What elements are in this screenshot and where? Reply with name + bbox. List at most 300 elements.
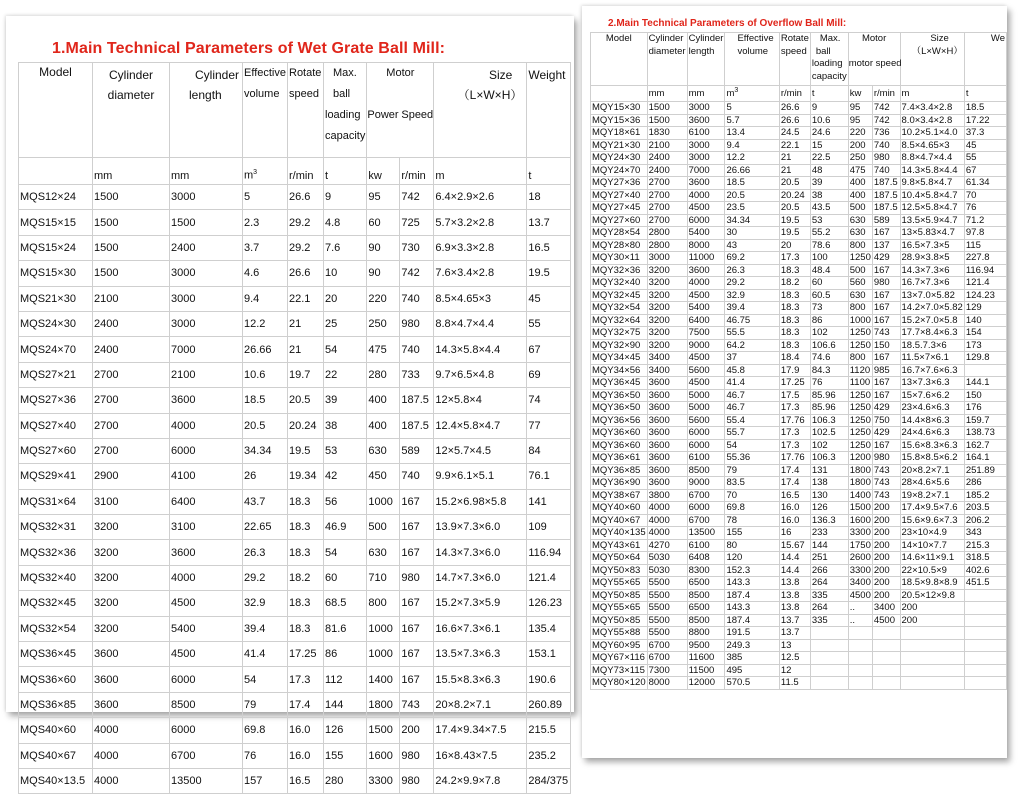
table-cell: 200 — [872, 552, 900, 565]
table-row — [591, 227, 1007, 240]
table-cell: 19.5 — [779, 227, 810, 240]
model-cell: MQS40×60 — [19, 718, 93, 743]
table-cell: 6500 — [687, 602, 725, 615]
table-cell: 8000 — [687, 239, 725, 252]
table-cell: 16×8.43×7.5 — [434, 743, 527, 768]
table-cell: 18.3 — [779, 302, 810, 315]
unit-cell — [19, 158, 93, 185]
table-cell: 740 — [400, 464, 434, 489]
table-cell: 200 — [872, 502, 900, 515]
table-cell — [848, 627, 872, 640]
table-cell: 251 — [810, 552, 848, 565]
table-cell: 730 — [400, 235, 434, 260]
table-cell: 8500 — [687, 589, 725, 602]
overflow-parameters-table — [590, 32, 1007, 690]
table-cell: 280 — [324, 768, 367, 793]
table-cell: 95 — [848, 102, 872, 115]
table-cell — [964, 614, 1006, 627]
model-cell: MQS27×21 — [19, 362, 93, 387]
table-cell: 18.3 — [779, 264, 810, 277]
wet-grate-parameters-table — [18, 62, 571, 794]
table-cell: 800 — [848, 352, 872, 365]
table-cell: 429 — [872, 252, 900, 265]
table-cell: 60.5 — [810, 289, 848, 302]
table-cell: 9.8×5.8×4.7 — [900, 177, 964, 190]
table-cell: 23×4.6×6.3 — [900, 402, 964, 415]
table-cell: 18.5.7.3×6 — [900, 339, 964, 352]
unit-cell: kw — [848, 86, 872, 102]
table-cell: 1250 — [849, 252, 871, 263]
table-row — [591, 102, 1007, 115]
table-row — [19, 768, 571, 793]
table-cell: 21 — [779, 164, 810, 177]
table-cell: 15 — [810, 139, 848, 152]
table-cell: 167 — [872, 264, 900, 277]
table-row — [19, 540, 571, 565]
table-cell: 15.6×9.6×7.3 — [900, 514, 964, 527]
table-row — [591, 239, 1007, 252]
table-row — [19, 286, 571, 311]
table-cell: 589 — [872, 214, 900, 227]
table-cell: 60 — [324, 565, 367, 590]
table-cell: 985 — [872, 364, 900, 377]
table-cell: 90 — [367, 235, 400, 260]
table-cell: 3.7 — [243, 235, 288, 260]
table-row — [591, 677, 1007, 690]
table-cell: 3400 — [647, 352, 687, 365]
table-cell: 15.2×7.0×5.8 — [900, 314, 964, 327]
table-cell: 3600 — [647, 414, 687, 427]
model-cell: MQS32×54 — [19, 616, 93, 641]
table-row — [19, 515, 571, 540]
model-cell: MQY50×64 — [591, 552, 648, 565]
table-cell: 69.2 — [725, 252, 779, 265]
table-cell: 14.3×5.8×4.4 — [900, 164, 964, 177]
table-cell: 233 — [810, 527, 848, 540]
table-cell: 3600 — [647, 389, 687, 402]
table-cell: 55.36 — [725, 452, 779, 465]
table-cell: 106.6 — [810, 339, 848, 352]
table-cell: 67 — [527, 337, 571, 362]
table-cell — [872, 639, 900, 652]
header-size: Size （L×W×H） — [434, 63, 527, 158]
table-cell: 138 — [810, 477, 848, 490]
table-cell: 5000 — [687, 402, 725, 415]
table-cell: 17.4 — [779, 464, 810, 477]
table-cell: 2700 — [93, 438, 170, 463]
model-cell: MQY67×116 — [591, 652, 648, 665]
table-cell: 8.5×4.65×3 — [900, 139, 964, 152]
table-cell: 53 — [810, 214, 848, 227]
table-cell: 6.4×2.9×2.6 — [434, 185, 527, 210]
table-cell: 3600 — [647, 439, 687, 452]
table-cell: 55.5 — [725, 327, 779, 340]
model-cell: MQS24×70 — [19, 337, 93, 362]
table-cell: 167 — [400, 591, 434, 616]
table-cell: 6100 — [687, 452, 725, 465]
table-row — [19, 362, 571, 387]
table-cell: 6000 — [170, 667, 243, 692]
table-cell: 18.3 — [288, 540, 324, 565]
table-row — [591, 477, 1007, 490]
table-cell: 30 — [725, 227, 779, 240]
model-cell: MQY27×60 — [591, 214, 648, 227]
table-cell: 5.7 — [725, 114, 779, 127]
unit-cell: mm — [687, 86, 725, 102]
table-cell: 980 — [400, 565, 434, 590]
table-cell: 9500 — [687, 639, 725, 652]
table-cell: 76 — [810, 377, 848, 390]
table-cell: 3400 — [872, 602, 900, 615]
table-cell: 8.0×3.4×2.8 — [900, 114, 964, 127]
model-cell: MQY60×95 — [591, 639, 648, 652]
table-cell: 6000 — [170, 438, 243, 463]
table-cell: 14.4×8×6.3 — [900, 414, 964, 427]
table-cell: 102 — [810, 439, 848, 452]
table-row — [591, 652, 1007, 665]
model-cell: MQY18×61 — [591, 127, 648, 140]
table-cell: 43.7 — [243, 489, 288, 514]
table-cell: 14.6×11×9.1 — [900, 552, 964, 565]
table-cell: 18.5×9.8×8.9 — [900, 577, 964, 590]
table-cell: 3000 — [170, 286, 243, 311]
table-cell: 1500 — [647, 114, 687, 127]
table-cell: 2400 — [647, 152, 687, 165]
model-cell: MQY38×67 — [591, 489, 648, 502]
unit-cell: r/min — [400, 158, 434, 185]
table1-title: 1.Main Technical Parameters of Wet Grate Ball Mill: — [52, 40, 446, 57]
table-cell: 191.5 — [725, 627, 779, 640]
header-model: Model — [591, 33, 648, 86]
table-row — [591, 339, 1007, 352]
table-row — [591, 314, 1007, 327]
table-cell: 9000 — [687, 477, 725, 490]
model-cell: MQY27×45 — [591, 202, 648, 215]
table-cell: 37 — [725, 352, 779, 365]
table-cell: 200 — [872, 514, 900, 527]
table-cell: 3200 — [93, 591, 170, 616]
table-cell: 48.4 — [810, 264, 848, 277]
table2-title: 2.Main Technical Parameters of Overflow Ball Mill: — [608, 18, 847, 29]
table-cell: 18.3 — [288, 515, 324, 540]
table-cell: 1250 — [849, 427, 871, 438]
overflow-ball-mill-panel — [582, 6, 1007, 758]
model-cell: MQY32×36 — [591, 264, 648, 277]
table-cell: 13500 — [170, 768, 243, 793]
table-cell: 3000 — [170, 311, 243, 336]
table-cell: 5400 — [687, 302, 725, 315]
table-cell: 16.5 — [779, 489, 810, 502]
unit-cell: $m^3$ — [725, 86, 779, 102]
table-cell: 2400 — [647, 164, 687, 177]
table-cell: 167 — [872, 227, 900, 240]
table-cell: 6408 — [687, 552, 725, 565]
unit-cell: m — [900, 86, 964, 102]
table-cell: 14.4 — [779, 564, 810, 577]
table-cell: 20 — [324, 286, 367, 311]
table-cell — [964, 364, 1006, 377]
wet-grate-ball-mill-panel — [6, 16, 574, 788]
table-cell: 3300 — [849, 564, 871, 576]
model-cell: MQS12×24 — [19, 185, 93, 210]
table-cell: 3300 — [849, 527, 871, 538]
table-cell: 17.3 — [779, 439, 810, 452]
model-cell: MQY32×54 — [591, 302, 648, 315]
table-cell: 42 — [324, 464, 367, 489]
table-cell: 12.2 — [243, 311, 288, 336]
table-cell: 1800 — [849, 477, 871, 488]
unit-cell: mm — [170, 158, 243, 185]
table-row — [19, 692, 571, 717]
table-row — [591, 189, 1007, 202]
table-cell: 5600 — [687, 414, 725, 427]
table-cell: 6700 — [687, 489, 725, 502]
table-cell: 41.4 — [243, 642, 288, 667]
table-cell: 28.9×3.8×5 — [900, 252, 964, 265]
table-cell: 1600 — [367, 743, 400, 768]
table-cell: 264 — [810, 602, 848, 615]
table-cell: 77 — [527, 413, 571, 438]
table-cell: 56 — [324, 489, 367, 514]
table-cell: 17.22 — [964, 114, 1006, 127]
table-cell: 69.8 — [725, 502, 779, 515]
table-cell: 54 — [324, 337, 367, 362]
table-cell: 5500 — [647, 589, 687, 602]
table-row — [591, 627, 1007, 640]
table-cell: 38 — [810, 189, 848, 202]
table-cell: 4500 — [687, 202, 725, 215]
table-cell: 22.5 — [810, 152, 848, 165]
table-cell: 18.5 — [243, 388, 288, 413]
model-cell: MQY50×85 — [591, 614, 648, 627]
table-cell: 8300 — [687, 564, 725, 577]
model-cell: MQS32×36 — [19, 540, 93, 565]
table-cell: 500 — [848, 202, 872, 215]
unit-cell: r/min — [872, 86, 900, 102]
table-cell: 124.23 — [964, 289, 1006, 302]
table-cell — [900, 664, 964, 677]
table-cell: 120 — [725, 552, 779, 565]
table-cell: 38 — [324, 413, 367, 438]
model-cell: MQS40×13.5 — [19, 768, 93, 793]
table-cell: 126 — [810, 502, 848, 515]
table-cell: 45.8 — [725, 364, 779, 377]
table-cell: 18.3 — [288, 591, 324, 616]
table-cell: 150 — [872, 339, 900, 352]
table-cell: 43.5 — [810, 202, 848, 215]
table-cell: 3300 — [367, 768, 400, 793]
table-cell: 20×8.2×7.1 — [434, 692, 527, 717]
table-cell: 22.65 — [243, 515, 288, 540]
table-cell: 24.2×9.9×7.8 — [434, 768, 527, 793]
model-cell: MQY55×65 — [591, 577, 648, 590]
model-cell: MQY34×56 — [591, 364, 648, 377]
table-cell: 4.8 — [324, 210, 367, 235]
model-cell: MQY36×90 — [591, 477, 648, 490]
table-cell: 153.1 — [527, 642, 571, 667]
table-cell: 3600 — [687, 264, 725, 277]
table-row — [591, 252, 1007, 265]
table-cell: 69 — [527, 362, 571, 387]
table-cell: 2100 — [647, 139, 687, 152]
table-cell: 5400 — [687, 227, 725, 240]
table-cell: 200 — [900, 614, 964, 627]
table-cell: 5400 — [170, 616, 243, 641]
table-cell: 74 — [527, 388, 571, 413]
table-cell: 200 — [872, 539, 900, 552]
table-cell: 5.7×3.2×2.8 — [434, 210, 527, 235]
table-cell: 2700 — [93, 388, 170, 413]
table-cell: 109 — [527, 515, 571, 540]
table1-body — [19, 185, 571, 794]
table-cell: 78 — [725, 514, 779, 527]
table-cell: 1800 — [367, 692, 400, 717]
table-cell: 80 — [725, 539, 779, 552]
table-cell: 17.25 — [288, 642, 324, 667]
table-cell: 19.34 — [288, 464, 324, 489]
table-cell: 5500 — [647, 577, 687, 590]
table-cell: 71.2 — [964, 214, 1006, 227]
table-cell: 187.4 — [725, 614, 779, 627]
table-cell: 12000 — [687, 677, 725, 690]
model-cell: MQY32×45 — [591, 289, 648, 302]
table-cell: 74.6 — [810, 352, 848, 365]
table-cell: 15.2×6.98×5.8 — [434, 489, 527, 514]
table-cell: 3100 — [170, 515, 243, 540]
table-cell: 4000 — [170, 565, 243, 590]
table-cell: 167 — [872, 389, 900, 402]
table-row — [591, 414, 1007, 427]
table-cell: 167 — [400, 515, 434, 540]
header-rotate-speed: Rotate speed — [779, 33, 810, 86]
table-cell: 32.9 — [243, 591, 288, 616]
table-cell: 34.34 — [243, 438, 288, 463]
table-cell: 250 — [848, 152, 872, 165]
table-cell: 67 — [964, 164, 1006, 177]
table-cell: 2900 — [93, 464, 170, 489]
table-cell: 3200 — [93, 515, 170, 540]
table-cell: 2400 — [170, 235, 243, 260]
table-cell: 6.9×3.3×2.8 — [434, 235, 527, 260]
table-cell: 3200 — [647, 264, 687, 277]
table-cell: 4000 — [170, 413, 243, 438]
table-cell: 4270 — [647, 539, 687, 552]
table-cell: 400 — [367, 388, 400, 413]
table-cell: 17.4×9.5×7.6 — [900, 502, 964, 515]
table-cell: 17.3 — [779, 252, 810, 265]
table-cell: 1250 — [849, 389, 871, 401]
table-cell — [872, 627, 900, 640]
table-row — [19, 388, 571, 413]
header-effective-volume: Effective volume — [725, 33, 779, 86]
table-cell: 6000 — [687, 214, 725, 227]
table-cell: 286 — [964, 477, 1006, 490]
table-row — [19, 667, 571, 692]
table-cell: 200 — [900, 602, 964, 615]
table-cell: 13.7 — [779, 627, 810, 640]
table-cell: 167 — [400, 642, 434, 667]
table-cell: 3200 — [647, 314, 687, 327]
table-cell: 79 — [725, 464, 779, 477]
header-cylinder-diameter: Cylinder diameter — [647, 33, 687, 86]
table-cell: 13×5.83×4.7 — [900, 227, 964, 240]
table-cell: 20×8.2×7.1 — [900, 464, 964, 477]
table-cell: 167 — [872, 439, 900, 452]
table-cell: 26.66 — [725, 164, 779, 177]
table-cell: 16.5 — [288, 768, 324, 793]
table-cell: 20.5 — [243, 413, 288, 438]
table-cell: 3400 — [849, 577, 871, 588]
table-row — [591, 377, 1007, 390]
table-cell: 187.5 — [872, 202, 900, 215]
model-cell: MQY40×60 — [591, 502, 648, 515]
table-cell: 429 — [872, 427, 900, 440]
table-cell: 5 — [243, 185, 288, 210]
table-cell: 18.3 — [288, 489, 324, 514]
table-cell: .. — [848, 602, 872, 615]
table-cell: 2700 — [93, 362, 170, 387]
table-row — [19, 565, 571, 590]
model-cell: MQS15×15 — [19, 210, 93, 235]
table-row — [591, 352, 1007, 365]
table-cell: 630 — [367, 540, 400, 565]
table1-units-row — [19, 158, 571, 185]
table-cell: 14.7×7.3×6.0 — [434, 565, 527, 590]
table-cell: 4500 — [687, 289, 725, 302]
table-cell: 46.7 — [725, 389, 779, 402]
unit-cell: kw — [367, 158, 400, 185]
table-row — [591, 664, 1007, 677]
table-cell: 10.2×5.1×4.0 — [900, 127, 964, 140]
table-cell: 200 — [872, 564, 900, 577]
table-cell: 742 — [400, 185, 434, 210]
table-cell — [964, 639, 1006, 652]
table-cell: 630 — [848, 289, 872, 302]
table-cell: 1200 — [849, 452, 871, 463]
table-cell: 3600 — [647, 377, 687, 390]
model-cell: MQY73×115 — [591, 664, 648, 677]
table-cell: 187.5 — [872, 177, 900, 190]
table-cell: 185.2 — [964, 489, 1006, 502]
model-cell: MQS32×40 — [19, 565, 93, 590]
table-cell: 743 — [872, 464, 900, 477]
table-cell: 3600 — [687, 177, 725, 190]
model-cell: MQY36×61 — [591, 452, 648, 465]
header-max-ball-loading-capacity: Max. ball loading capacity — [810, 33, 848, 86]
table-cell: 13.7 — [527, 210, 571, 235]
table-cell: 157 — [243, 768, 288, 793]
table-cell: 16.5×7.3×5 — [900, 239, 964, 252]
model-cell: MQY36×50 — [591, 389, 648, 402]
table-cell: 13.4 — [725, 127, 779, 140]
table-cell: 26.3 — [243, 540, 288, 565]
table-row — [591, 452, 1007, 465]
table1-header-row — [19, 63, 571, 158]
table-cell: 12.5 — [779, 652, 810, 665]
table-cell: 26.6 — [288, 185, 324, 210]
table-cell: 1100 — [848, 377, 872, 390]
table-cell: 13×7.0×5.82 — [900, 289, 964, 302]
table-cell: 6700 — [647, 652, 687, 665]
table-cell: 137 — [872, 239, 900, 252]
table-cell: 39.4 — [243, 616, 288, 641]
table-cell: 8500 — [687, 464, 725, 477]
model-cell: MQY40×67 — [591, 514, 648, 527]
table-cell — [810, 677, 848, 690]
table2-body — [591, 102, 1007, 690]
table-row — [19, 642, 571, 667]
table-cell: 3200 — [647, 289, 687, 302]
